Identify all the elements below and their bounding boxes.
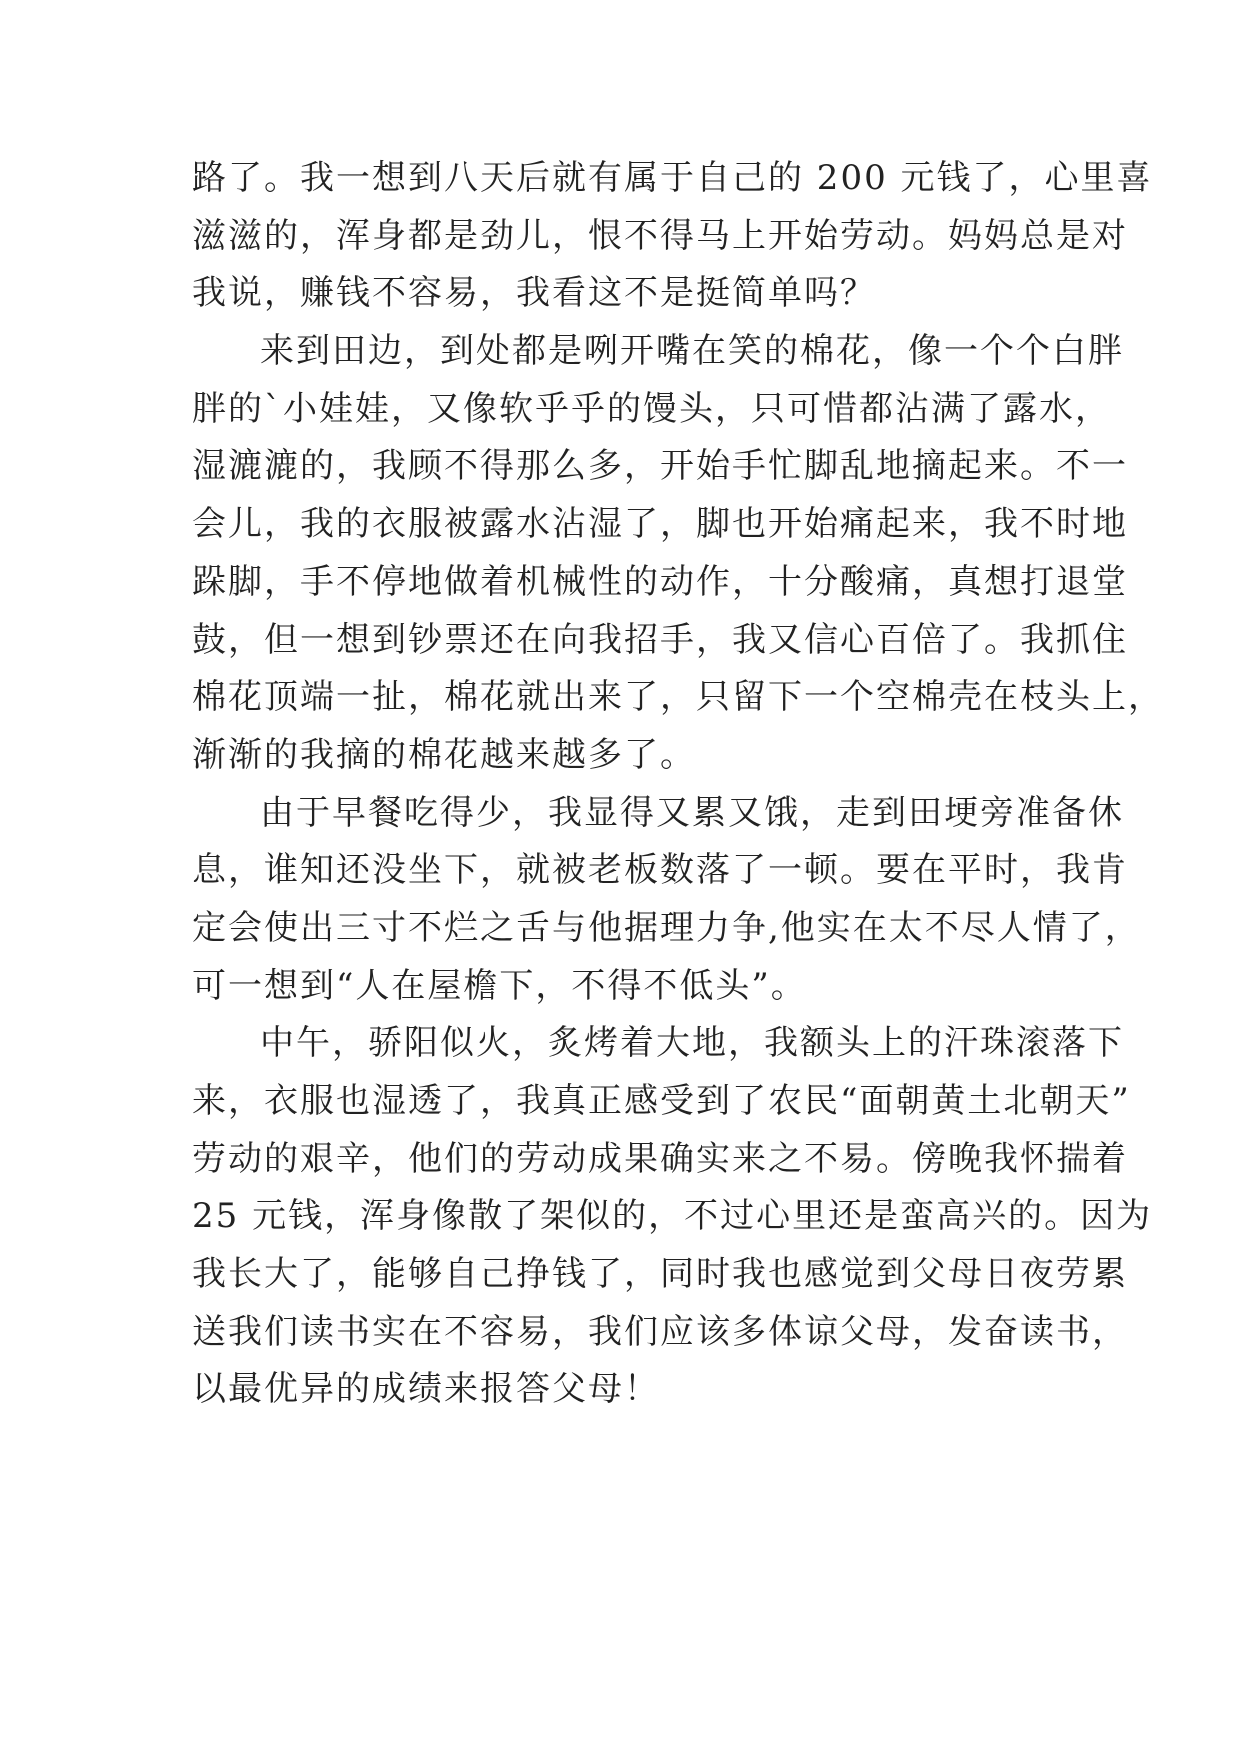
text-line: 胖的`小娃娃，又像软乎乎的馒头，只可惜都沾满了露水， [192,388,1111,429]
text-line: 滋滋的，浑身都是劲儿，恨不得马上开始劳动。妈妈总是对 [192,215,1128,256]
text-line: 息，谁知还没坐下，就被老板数落了一顿。要在平时，我肯 [192,850,1128,891]
text-line: 我长大了，能够自己挣钱了，同时我也感觉到父母日夜劳累 [192,1254,1128,1295]
text-line: 定会使出三寸不烂之舌与他据理力争,他实在太不尽人情了， [192,907,1141,948]
text-line: 棉花顶端一扯，棉花就出来了，只留下一个空棉壳在枝头上， [192,677,1164,718]
text-line: 可一想到“人在屋檐下，不得不低头”。 [192,965,807,1006]
essay-text [192,150,1164,1419]
paragraph-start-line: 中午，骄阳似火，炙烤着大地，我额头上的汗珠滚落下 [260,1023,1124,1064]
text-line: 劳动的艰辛，他们的劳动成果确实来之不易。傍晚我怀揣着 [192,1138,1128,1179]
paragraph-start-line: 来到田边，到处都是咧开嘴在笑的棉花，像一个个白胖 [260,331,1124,372]
paragraph-start-line: 由于早餐吃得少，我显得又累又饿，走到田埂旁准备休 [260,792,1124,833]
text-line: 来，衣服也湿透了，我真正感受到了农民“面朝黄土北朝天” [192,1081,1131,1121]
text-line: 我说，赚钱不容易，我看这不是挺简单吗？ [192,273,876,314]
text-line: 以最优异的成绩来报答父母！ [192,1369,660,1410]
text-line: 鼓，但一想到钞票还在向我招手，我又信心百倍了。我抓住 [192,619,1128,660]
text-line: 湿漉漉的，我顾不得那么多，开始手忙脚乱地摘起来。不一 [192,446,1128,487]
text-line: 渐渐的我摘的棉花越来越多了。 [192,734,696,775]
text-line: 会儿，我的衣服被露水沾湿了，脚也开始痛起来，我不时地 [192,504,1128,545]
text-line: 跺脚，手不停地做着机械性的动作，十分酸痛，真想打退堂 [192,561,1128,602]
text-line: 送我们读书实在不容易，我们应该多体谅父母，发奋读书， [192,1311,1128,1352]
text-line: 路了。我一想到八天后就有属于自己的 200 元钱了，心里喜 [192,158,1153,198]
text-line: 25 元钱，浑身像散了架似的，不过心里还是蛮高兴的。因为 [192,1196,1153,1237]
